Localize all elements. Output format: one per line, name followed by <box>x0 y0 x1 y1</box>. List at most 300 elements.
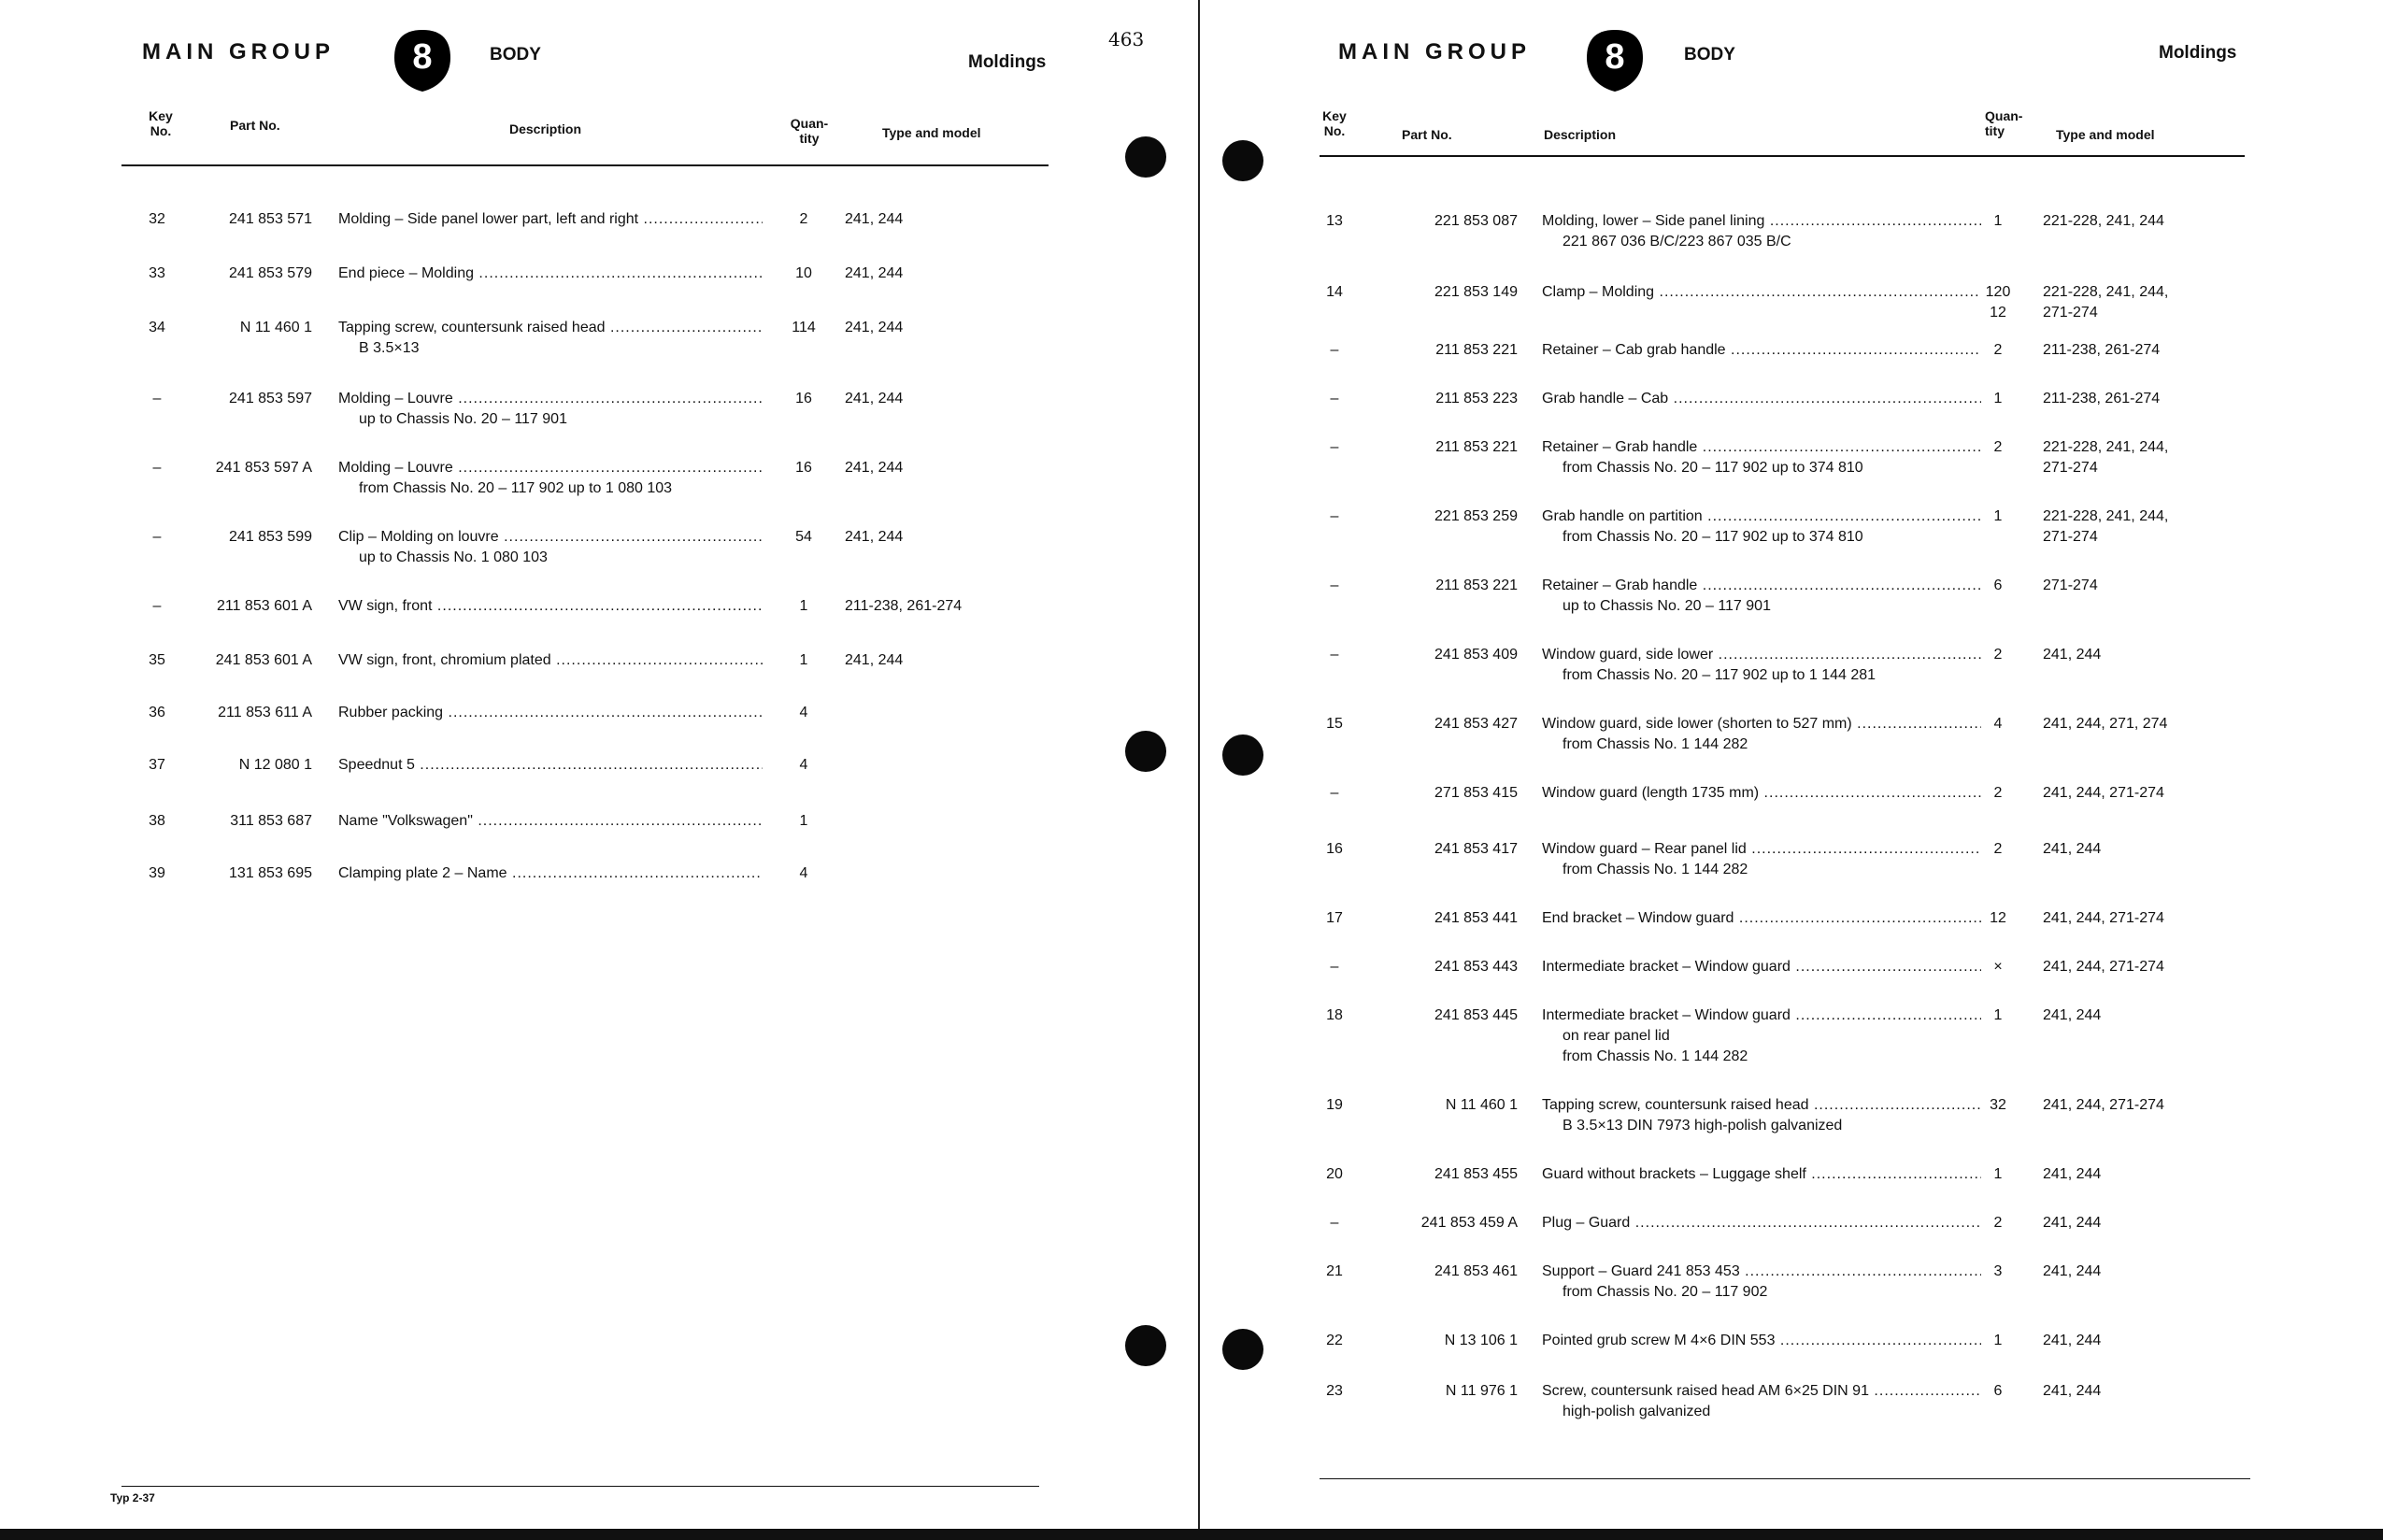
key-number: – <box>1330 342 1339 358</box>
part-number: N 11 460 1 <box>1445 1097 1518 1113</box>
key-number: – <box>1330 647 1339 663</box>
quantity <box>1979 340 2017 361</box>
description-main: Clamp – Molding ..... <box>1542 282 1981 303</box>
part-number: 241 853 597 <box>229 391 312 406</box>
description <box>1542 645 1981 686</box>
description <box>1542 437 1981 478</box>
quantity <box>1979 437 2017 458</box>
description-main: Plug – Guard ..... <box>1542 1213 1981 1233</box>
quantity <box>785 596 822 617</box>
key-number: 16 <box>1326 841 1343 857</box>
quantity-value: 10 <box>795 265 812 281</box>
description-note: high-polish galvanized <box>1563 1404 1711 1419</box>
type-model <box>2043 340 2230 361</box>
quantity-value: 4 <box>799 705 808 720</box>
type-model <box>845 318 1032 338</box>
quantity-value: 1 <box>799 598 808 614</box>
type-model <box>845 458 1032 478</box>
quantity <box>1979 645 2017 665</box>
type-model <box>2043 1331 2230 1351</box>
description <box>1542 1331 1981 1351</box>
part-number: 211 853 601 A <box>216 598 312 614</box>
quantity-value: 3 <box>1993 1263 2003 1279</box>
type-model-value: 271-274 <box>2043 578 2098 593</box>
part-number: 131 853 695 <box>229 865 312 881</box>
type-model-value: 241, 244 <box>845 529 904 545</box>
key-number: 20 <box>1326 1166 1343 1182</box>
description <box>1542 1213 1981 1233</box>
body-label: BODY <box>490 45 541 64</box>
type-model-value: 211-238, 261-274 <box>2043 342 2161 358</box>
key-number: 36 <box>149 705 165 720</box>
description <box>1542 506 1981 548</box>
part-number: 221 853 259 <box>1434 508 1518 524</box>
type-model-value: 221-228, 241, 244 <box>2043 213 2164 229</box>
description <box>338 863 763 884</box>
quantity <box>785 389 822 409</box>
type-model <box>845 264 1032 284</box>
quantity-value: × <box>1993 959 2003 975</box>
quantity <box>785 458 822 478</box>
group-number: 8 <box>412 37 433 77</box>
type-model <box>2043 1095 2230 1116</box>
description <box>1542 389 1981 409</box>
part-number: 241 853 417 <box>1434 841 1518 857</box>
description <box>1542 783 1981 804</box>
col-header-type: Type and model <box>2056 127 2155 142</box>
part-number: 271 853 415 <box>1434 785 1518 801</box>
key-number: 32 <box>149 211 165 227</box>
description-note: from Chassis No. 1 144 282 <box>1563 736 1748 752</box>
quantity <box>785 650 822 671</box>
description-main: Retainer – Cab grab handle ..... <box>1542 340 1981 361</box>
quantity-value: 16 <box>795 391 812 406</box>
quantity <box>1979 957 2017 977</box>
description <box>338 596 763 617</box>
key-number: 15 <box>1326 716 1343 732</box>
part-number: 241 853 409 <box>1434 647 1518 663</box>
key-number: 35 <box>149 652 165 668</box>
description-main: Support – Guard 241 853 453 ..... <box>1542 1262 1981 1282</box>
part-number: N 12 080 1 <box>238 757 312 773</box>
part-number: 241 853 455 <box>1434 1166 1518 1182</box>
type-model-value: 241, 244 <box>2043 1333 2102 1348</box>
type-model-value: 221-228, 241, 244, <box>2043 284 2169 300</box>
col-header-desc: Description <box>509 121 582 136</box>
part-number: 241 853 445 <box>1434 1007 1518 1023</box>
quantity <box>1979 839 2017 860</box>
part-number: 241 853 579 <box>229 265 312 281</box>
quantity <box>785 209 822 230</box>
description <box>338 209 763 230</box>
quantity <box>785 318 822 338</box>
description-main: Retainer – Grab handle ..... <box>1542 576 1981 596</box>
key-number: – <box>1330 508 1339 524</box>
description-main: Name "Volkswagen" ..... <box>338 811 763 832</box>
binder-hole-icon <box>1222 734 1263 776</box>
type-model-value: 241, 244 <box>2043 1007 2102 1023</box>
key-number: 39 <box>149 865 165 881</box>
description-main: Molding – Louvre ..... <box>338 458 763 478</box>
description-main: Window guard, side lower ..... <box>1542 645 1981 665</box>
type-model <box>845 650 1032 671</box>
description-note: from Chassis No. 20 – 117 902 up to 1 144 281 <box>1563 667 1876 683</box>
footer-code: Typ 2-37 <box>110 1491 155 1504</box>
description-note: on rear panel lid <box>1563 1028 1670 1044</box>
quantity <box>1979 1095 2017 1116</box>
type-model <box>2043 908 2230 929</box>
type-model-value: 241, 244, 271-274 <box>2043 959 2164 975</box>
part-number: 221 853 149 <box>1434 284 1518 300</box>
key-number: 34 <box>149 320 165 335</box>
description <box>338 458 763 499</box>
key-number: – <box>1330 1215 1339 1231</box>
binder-hole-icon <box>1222 1329 1263 1370</box>
type-model-value: 211-238, 261-274 <box>845 598 963 614</box>
key-number: 33 <box>149 265 165 281</box>
quantity <box>1979 1005 2017 1026</box>
description-main: VW sign, front ..... <box>338 596 763 617</box>
key-number: – <box>1330 391 1339 406</box>
quantity <box>1979 1262 2017 1282</box>
quantity <box>785 703 822 723</box>
part-number: N 11 460 1 <box>239 320 312 335</box>
description <box>1542 1005 1981 1067</box>
description <box>338 527 763 568</box>
type-model-value: 241, 244 <box>2043 1166 2102 1182</box>
type-model <box>2043 1262 2230 1282</box>
description-main: End bracket – Window guard ..... <box>1542 908 1981 929</box>
part-number: 241 853 427 <box>1434 716 1518 732</box>
quantity <box>1979 282 2017 323</box>
description-note: 221 867 036 B/C/223 867 035 B/C <box>1563 234 1791 250</box>
part-number: 311 853 687 <box>230 813 312 829</box>
part-number: 241 853 571 <box>229 211 312 227</box>
header-rule <box>1320 155 2245 157</box>
description <box>1542 1262 1981 1303</box>
type-model <box>845 527 1032 548</box>
type-model-value: 241, 244 <box>845 460 904 476</box>
part-number: 211 853 611 A <box>218 705 312 720</box>
key-number: – <box>1330 578 1339 593</box>
description-main: Clamping plate 2 – Name ..... <box>338 863 763 884</box>
quantity <box>785 527 822 548</box>
part-number: 211 853 223 <box>1435 391 1518 406</box>
part-number: 211 853 221 <box>1435 578 1518 593</box>
description-main: Retainer – Grab handle ..... <box>1542 437 1981 458</box>
quantity <box>1979 908 2017 929</box>
description-note: from Chassis No. 20 – 117 902 up to 1 080 103 <box>359 480 673 496</box>
description-note: from Chassis No. 20 – 117 902 up to 374 810 <box>1563 529 1863 545</box>
footer-rule <box>121 1486 1039 1487</box>
description <box>1542 340 1981 361</box>
description <box>338 264 763 284</box>
quantity <box>1979 714 2017 734</box>
description-main: Tapping screw, countersunk raised head ..... <box>338 318 763 338</box>
type-model-value: 241, 244 <box>845 320 904 335</box>
quantity-value-2: 12 <box>1990 305 2006 321</box>
description-main: Intermediate bracket – Window guard ..... <box>1542 957 1981 977</box>
header-rule <box>121 164 1049 166</box>
footer-rule <box>1320 1478 2250 1479</box>
description <box>338 318 763 359</box>
quantity-value: 2 <box>1993 841 2003 857</box>
type-model-value: 241, 244 <box>845 652 904 668</box>
quantity <box>1979 506 2017 527</box>
description <box>1542 211 1981 252</box>
binder-hole-icon <box>1222 140 1263 181</box>
col-header-part: Part No. <box>230 118 280 133</box>
key-number: – <box>152 529 162 545</box>
col-header-key: Key No. <box>1322 108 1347 138</box>
description <box>1542 908 1981 929</box>
type-model <box>2043 839 2230 860</box>
quantity-value: 16 <box>795 460 812 476</box>
type-model-value: 241, 244 <box>845 391 904 406</box>
quantity <box>1979 783 2017 804</box>
part-number: 241 853 461 <box>1434 1263 1518 1279</box>
quantity-value: 2 <box>1993 1215 2003 1231</box>
type-model <box>845 389 1032 409</box>
main-group-title: MAIN GROUP <box>142 39 335 64</box>
description <box>1542 839 1981 880</box>
part-number: 241 853 459 A <box>1420 1215 1518 1231</box>
description-note: from Chassis No. 20 – 117 902 <box>1563 1284 1768 1300</box>
description-main: Window guard (length 1735 mm) ..... <box>1542 783 1981 804</box>
type-model-value: 241, 244 <box>845 211 904 227</box>
type-model-value: 241, 244 <box>2043 647 2102 663</box>
quantity-value: 4 <box>1993 716 2003 732</box>
description-note: from Chassis No. 1 144 282 <box>1563 862 1748 877</box>
description-main: Tapping screw, countersunk raised head ..... <box>1542 1095 1981 1116</box>
type-model <box>2043 437 2230 478</box>
quantity-value: 54 <box>795 529 812 545</box>
description-note: from Chassis No. 20 – 117 902 up to 374 810 <box>1563 460 1863 476</box>
type-model <box>2043 576 2230 596</box>
quantity <box>785 264 822 284</box>
description-main: Guard without brackets – Luggage shelf ..... <box>1542 1164 1981 1185</box>
quantity-value: 6 <box>1993 1383 2003 1399</box>
quantity-value: 1 <box>1993 1166 2003 1182</box>
type-model <box>2043 714 2230 734</box>
quantity-value: 6 <box>1993 578 2003 593</box>
type-model-value: 241, 244 <box>2043 841 2102 857</box>
part-number: N 11 976 1 <box>1445 1383 1518 1399</box>
quantity-value: 1 <box>1993 1007 2003 1023</box>
description <box>1542 1095 1981 1136</box>
description-main: End piece – Molding ..... <box>338 264 763 284</box>
key-number: 18 <box>1326 1007 1343 1023</box>
type-model-value: 241, 244 <box>2043 1263 2102 1279</box>
description <box>1542 282 1981 303</box>
type-model <box>2043 1164 2230 1185</box>
description <box>1542 1164 1981 1185</box>
quantity-value: 2 <box>1993 439 2003 455</box>
description-main: Window guard – Rear panel lid ..... <box>1542 839 1981 860</box>
type-model <box>2043 783 2230 804</box>
part-number: 221 853 087 <box>1434 213 1518 229</box>
col-header-type: Type and model <box>882 125 981 140</box>
description <box>1542 1381 1981 1422</box>
description <box>338 755 763 776</box>
description-main: Rubber packing ..... <box>338 703 763 723</box>
binder-hole-icon <box>1125 731 1166 772</box>
type-model <box>2043 211 2230 232</box>
key-number: 14 <box>1326 284 1343 300</box>
binder-hole-icon <box>1125 136 1166 178</box>
description-main: Grab handle – Cab ..... <box>1542 389 1981 409</box>
description <box>1542 714 1981 755</box>
description <box>338 650 763 671</box>
part-number: 241 853 441 <box>1434 910 1518 926</box>
part-number: 241 853 443 <box>1434 959 1518 975</box>
key-number: 19 <box>1326 1097 1343 1113</box>
quantity-value: 2 <box>1993 342 2003 358</box>
type-model-value: 221-228, 241, 244, <box>2043 508 2169 524</box>
binder-hole-icon <box>1125 1325 1166 1366</box>
quantity-value: 4 <box>799 757 808 773</box>
part-number: 211 853 221 <box>1435 439 1518 455</box>
handwritten-page-number: 463 <box>1108 28 1145 50</box>
type-model-value-2: 271-274 <box>2043 529 2098 545</box>
description <box>338 811 763 832</box>
quantity-value: 1 <box>1993 213 2003 229</box>
part-number: 211 853 221 <box>1435 342 1518 358</box>
type-model-value: 241, 244, 271-274 <box>2043 1097 2164 1113</box>
quantity <box>1979 1164 2017 1185</box>
type-model-value: 241, 244 <box>845 265 904 281</box>
col-header-qty: Quan-tity <box>1985 108 2023 138</box>
quantity-value: 32 <box>1990 1097 2006 1113</box>
type-model <box>2043 957 2230 977</box>
section-title: Moldings <box>968 52 1047 72</box>
type-model <box>2043 645 2230 665</box>
col-header-desc: Description <box>1544 127 1617 142</box>
description-note: up to Chassis No. 20 – 117 901 <box>359 411 567 427</box>
scan-bottom-edge <box>0 1529 2383 1540</box>
description-main: Speednut 5 ..... <box>338 755 763 776</box>
description-main: Molding, lower – Side panel lining ..... <box>1542 211 1981 232</box>
key-number: – <box>1330 439 1339 455</box>
part-number: N 13 106 1 <box>1444 1333 1518 1348</box>
quantity-value: 12 <box>1990 910 2006 926</box>
quantity-value: 114 <box>792 320 816 335</box>
description-main: Clip – Molding on louvre ..... <box>338 527 763 548</box>
quantity-value: 1 <box>799 813 808 829</box>
quantity <box>1979 1331 2017 1351</box>
key-number: 17 <box>1326 910 1343 926</box>
key-number: – <box>152 598 162 614</box>
col-header-key: Key No. <box>149 108 173 138</box>
description-main: Intermediate bracket – Window guard ..... <box>1542 1005 1981 1026</box>
quantity <box>1979 576 2017 596</box>
key-number: 37 <box>149 757 165 773</box>
key-number: – <box>1330 959 1339 975</box>
key-number: – <box>152 391 162 406</box>
type-model-value-2: 271-274 <box>2043 305 2098 321</box>
quantity-value: 2 <box>799 211 808 227</box>
description <box>1542 576 1981 617</box>
description-main: VW sign, front, chromium plated ..... <box>338 650 763 671</box>
key-number: 21 <box>1326 1263 1343 1279</box>
type-model-value: 241, 244, 271-274 <box>2043 910 2164 926</box>
description-note: up to Chassis No. 20 – 117 901 <box>1563 598 1771 614</box>
quantity-value: 1 <box>799 652 808 668</box>
type-model <box>845 596 1032 617</box>
quantity <box>785 811 822 832</box>
type-model-value: 211-238, 261-274 <box>2043 391 2161 406</box>
key-number: 22 <box>1326 1333 1343 1348</box>
part-number: 241 853 597 A <box>215 460 312 476</box>
quantity <box>1979 1381 2017 1402</box>
key-number: 23 <box>1326 1383 1343 1399</box>
body-label: BODY <box>1684 45 1735 64</box>
key-number: – <box>152 460 162 476</box>
quantity <box>1979 1213 2017 1233</box>
group-number: 8 <box>1605 37 1625 77</box>
description-main: Grab handle on partition ..... <box>1542 506 1981 527</box>
type-model-value: 241, 244 <box>2043 1383 2102 1399</box>
quantity-value: 1 <box>1993 1333 2003 1348</box>
description <box>338 703 763 723</box>
quantity-value: 4 <box>799 865 808 881</box>
description <box>1542 957 1981 977</box>
description-main: Molding – Louvre ..... <box>338 389 763 409</box>
description-note: from Chassis No. 1 144 282 <box>1563 1048 1748 1064</box>
part-number: 241 853 599 <box>229 529 312 545</box>
description-note: B 3.5×13 <box>359 340 420 356</box>
col-header-qty: Quan-tity <box>790 116 829 146</box>
type-model-value: 241, 244, 271, 274 <box>2043 716 2168 732</box>
type-model <box>2043 1381 2230 1402</box>
part-number: 241 853 601 A <box>215 652 312 668</box>
description-main: Pointed grub screw M 4×6 DIN 553 ..... <box>1542 1331 1981 1351</box>
key-number: 38 <box>149 813 165 829</box>
quantity-value: 2 <box>1993 647 2003 663</box>
description-main: Window guard, side lower (shorten to 527 mm) ..... <box>1542 714 1981 734</box>
type-model-value-2: 271-274 <box>2043 460 2098 476</box>
quantity-value: 120 <box>1985 284 2011 300</box>
main-group-title: MAIN GROUP <box>1338 39 1531 64</box>
description <box>338 389 763 430</box>
quantity-value: 1 <box>1993 508 2003 524</box>
quantity-value: 1 <box>1993 391 2003 406</box>
type-model-value: 241, 244, 271-274 <box>2043 785 2164 801</box>
description-main: Molding – Side panel lower part, left and right ..... <box>338 209 763 230</box>
section-title: Moldings <box>2159 43 2237 63</box>
quantity <box>785 755 822 776</box>
group-number-badge <box>1587 30 1643 92</box>
quantity <box>1979 389 2017 409</box>
type-model <box>2043 389 2230 409</box>
quantity <box>1979 211 2017 232</box>
description-note: B 3.5×13 DIN 7973 high-polish galvanized <box>1563 1118 1843 1134</box>
description-main: Screw, countersunk raised head AM 6×25 DIN 91 ..... <box>1542 1381 1981 1402</box>
right-page <box>1200 0 2383 1533</box>
quantity-value: 2 <box>1993 785 2003 801</box>
type-model <box>2043 282 2230 323</box>
group-number-badge <box>394 30 450 92</box>
type-model-value: 221-228, 241, 244, <box>2043 439 2169 455</box>
description-note: up to Chassis No. 1 080 103 <box>359 549 548 565</box>
quantity <box>785 863 822 884</box>
col-header-part: Part No. <box>1402 127 1452 142</box>
key-number: – <box>1330 785 1339 801</box>
type-model <box>845 209 1032 230</box>
type-model-value: 241, 244 <box>2043 1215 2102 1231</box>
type-model <box>2043 1005 2230 1026</box>
type-model <box>2043 1213 2230 1233</box>
